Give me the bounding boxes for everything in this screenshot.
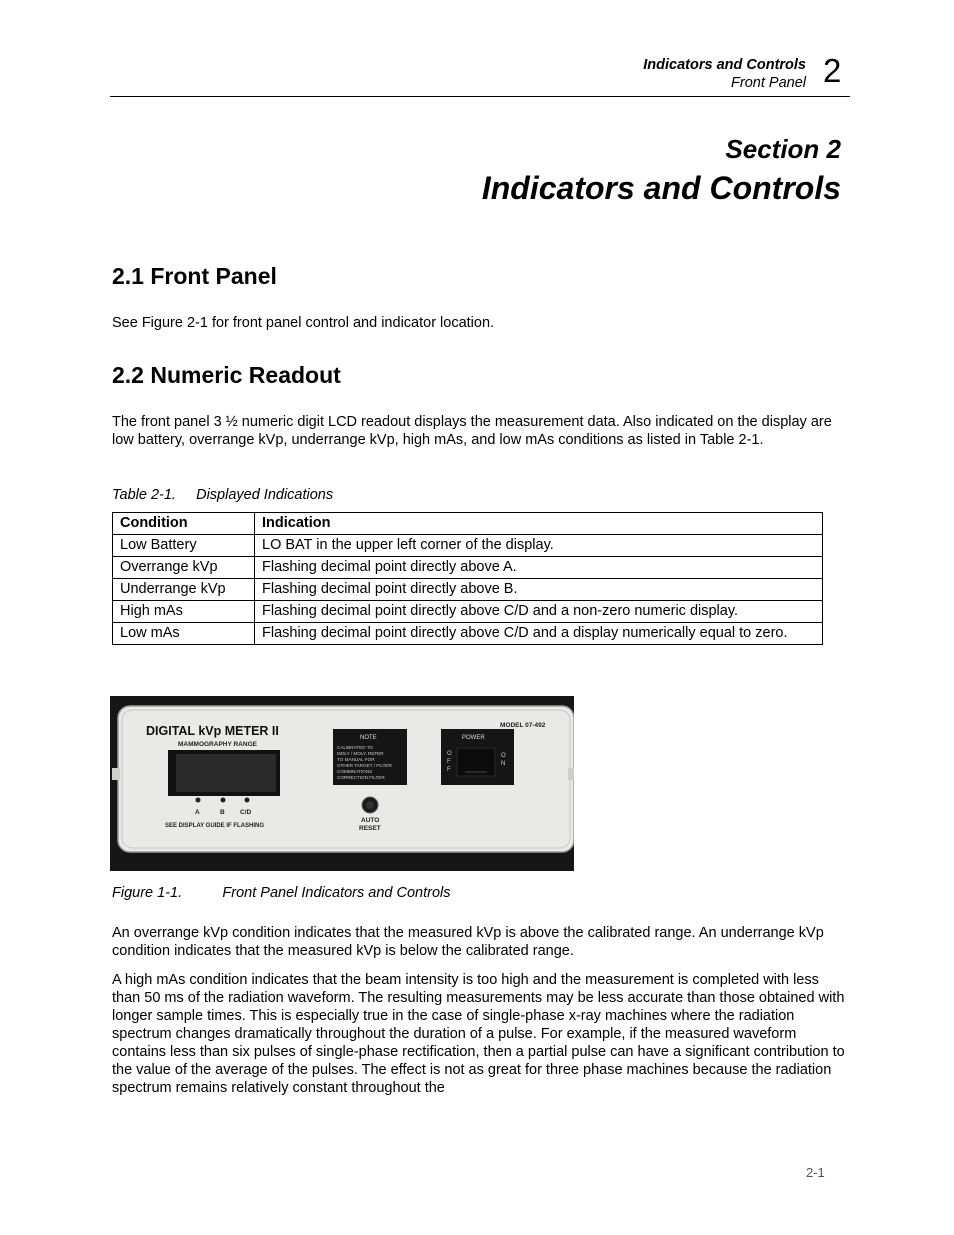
- table-row: [113, 579, 823, 601]
- indicator-label-a: A: [195, 809, 200, 816]
- table-cell-indication: Flashing decimal point directly above B.: [255, 579, 823, 601]
- table-cell-condition: Low mAs: [113, 623, 255, 645]
- section-label: Section 2: [725, 134, 841, 164]
- section-title: Indicators and Controls: [481, 170, 841, 206]
- note-line: CALIBRATED TO: [337, 745, 373, 750]
- running-header-title: Indicators and Controls: [643, 57, 806, 73]
- table-row: [113, 623, 823, 645]
- table-header-cell: Condition: [113, 513, 255, 535]
- front-panel-paragraph: See Figure 2-1 for front panel control and indicator location.: [112, 315, 495, 331]
- on-letter: O: [501, 753, 506, 759]
- indications-table: [112, 512, 823, 645]
- table-cell-indication: Flashing decimal point directly above C/D and a display numerically equal to zero.: [255, 623, 823, 645]
- table-cell-condition: High mAs: [113, 601, 255, 623]
- off-letter: O: [447, 751, 452, 757]
- table-cell-indication: LO BAT in the upper left corner of the display.: [255, 535, 823, 557]
- reset-label-auto: AUTO: [361, 817, 380, 824]
- overrange-paragraph: An overrange kVp condition indicates that the measured kVp is above the calibrated range. An underrange kVp condition indicates that the measured kVp is below the calibrated range.: [112, 925, 824, 959]
- note-line: CORRECTION FILTER.: [337, 775, 386, 780]
- table-cell-indication: Flashing decimal point directly above A.: [255, 557, 823, 579]
- indicator-dot-a: [196, 798, 201, 803]
- table-cell-condition: Underrange kVp: [113, 579, 255, 601]
- table-cell-condition: Overrange kVp: [113, 557, 255, 579]
- figure-caption: Figure 1-1. Front Panel Indicators and Controls: [112, 885, 451, 901]
- table-header-cell: Indication: [255, 513, 823, 535]
- power-label: POWER: [462, 735, 485, 741]
- heading-front-panel: 2.1 Front Panel: [112, 263, 277, 289]
- indicator-label-cd: C/D: [240, 809, 252, 816]
- header-rule: [110, 96, 850, 97]
- indicator-label-b: B: [220, 809, 225, 816]
- note-title: NOTE: [360, 735, 377, 741]
- indicator-dot-cd: [245, 798, 250, 803]
- table-row: [113, 601, 823, 623]
- display-guide-label: SEE DISPLAY GUIDE IF FLASHING: [165, 823, 265, 829]
- front-panel-figure: [110, 696, 574, 871]
- table-caption: Table 2-1. Displayed Indications: [112, 487, 334, 503]
- note-line: TO MANUAL FOR: [337, 757, 375, 762]
- off-letter: F: [447, 767, 451, 773]
- note-line: MOLY / MOLY. REFER: [337, 751, 384, 756]
- reset-label-reset: RESET: [359, 825, 381, 832]
- chapter-number: 2: [823, 52, 842, 89]
- panel-model: MODEL 07-492: [500, 722, 546, 729]
- panel-subtitle: MAMMOGRAPHY RANGE: [178, 741, 257, 748]
- table-row: [113, 557, 823, 579]
- panel-title: DIGITAL kVp METER II: [146, 724, 279, 738]
- table-header-row: [113, 513, 823, 535]
- table-cell-indication: Flashing decimal point directly above C/D and a non-zero numeric display.: [255, 601, 823, 623]
- running-header-subtitle: Front Panel: [731, 75, 806, 91]
- numeric-readout-paragraph: The front panel 3 ½ numeric digit LCD readout displays the measurement data. Also indicated on the display are low battery, overrange kVp, underrange kVp, high mAs, and low mAs conditions as listed in Table 2-1.: [112, 414, 832, 448]
- on-letter: N: [501, 761, 506, 767]
- off-letter: F: [447, 759, 451, 765]
- page-number: 2-1: [806, 1165, 825, 1180]
- note-line: COMBINATIONS: [337, 769, 373, 774]
- high-mas-paragraph: A high mAs condition indicates that the beam intensity is too high and the measurement is completed with less than 50 ms of the radiation waveform. The resulting measurements may be less accurate than those obtained with longer sample times. This is especially true in the case of single-phase x-ray machines where the radiation spectrum changes dramatically throughout the duration of a pulse. For example, if the measured waveform contains less than six pulses of single-phase rectification, then a partial pulse can have a significant contribution to the value of the average of the pulses. The effect is not as great for three phase machines because the radiation spectrum remains relatively constant throughout the: [112, 972, 845, 1096]
- note-line: OTHER TARGET / FILTER: [337, 763, 392, 768]
- indicator-dot-b: [221, 798, 226, 803]
- heading-numeric-readout: 2.2 Numeric Readout: [112, 362, 341, 388]
- table-row: [113, 535, 823, 557]
- table-cell-condition: Low Battery: [113, 535, 255, 557]
